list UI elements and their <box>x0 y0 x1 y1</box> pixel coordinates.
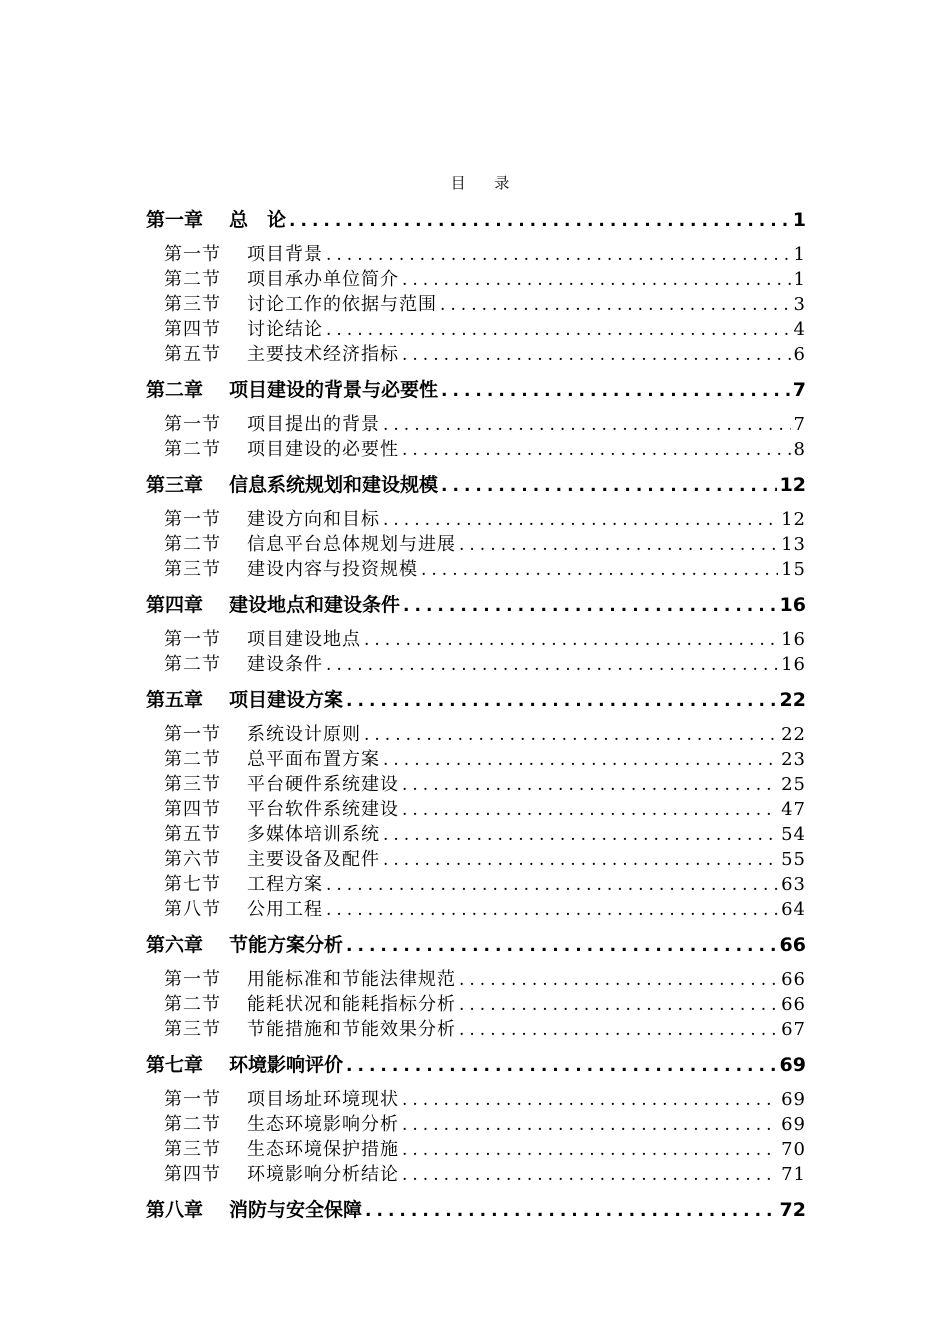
section-title: 信息平台总体规划与进展 <box>247 534 456 555</box>
dot-leader <box>403 594 777 617</box>
dot-leader <box>440 293 791 317</box>
page-number: 66 <box>781 969 806 990</box>
dot-leader <box>459 968 778 992</box>
page-number: 12 <box>781 509 806 530</box>
section-title: 环境影响分析结论 <box>247 1164 399 1185</box>
page-number: 1 <box>792 209 806 231</box>
page-number: 71 <box>781 1164 806 1185</box>
section-number: 第六节 <box>164 849 221 870</box>
page-number: 54 <box>781 824 806 845</box>
table-of-contents <box>146 172 806 1222</box>
page-number: 8 <box>793 439 806 460</box>
chapter-number: 第八章 <box>146 1199 204 1221</box>
page-number: 69 <box>781 1089 806 1110</box>
toc-section-entry[interactable] <box>146 847 806 872</box>
dot-leader <box>441 379 790 402</box>
section-title: 讨论结论 <box>247 319 323 340</box>
dot-leader <box>402 1088 778 1112</box>
section-number: 第一节 <box>164 1089 221 1110</box>
page-number: 1 <box>793 269 806 290</box>
page-number: 12 <box>779 474 806 496</box>
dot-leader <box>383 413 791 437</box>
toc-title: 目 录 <box>450 174 522 192</box>
dot-leader <box>441 474 777 497</box>
toc-section-entry[interactable] <box>146 267 806 292</box>
section-title: 平台硬件系统建设 <box>247 774 399 795</box>
section-number: 第三节 <box>164 1139 221 1160</box>
section-title: 项目背景 <box>247 244 323 265</box>
toc-section-entry[interactable] <box>146 967 806 992</box>
page-number: 3 <box>793 294 806 315</box>
section-title: 讨论工作的依据与范围 <box>247 294 437 315</box>
page-number: 22 <box>781 724 806 745</box>
section-number: 第三节 <box>164 559 221 580</box>
toc-section-entry[interactable] <box>146 872 806 897</box>
section-number: 第一节 <box>164 969 221 990</box>
page-number: 1 <box>793 244 806 265</box>
chapter-number: 第七章 <box>146 1054 204 1076</box>
page-number: 69 <box>779 1054 806 1076</box>
toc-section-entry[interactable] <box>146 342 806 367</box>
page-number: 15 <box>781 559 806 580</box>
chapter-number: 第一章 <box>146 209 204 231</box>
page-number: 7 <box>793 414 806 435</box>
toc-section-entry[interactable] <box>146 1112 806 1137</box>
section-title: 平台软件系统建设 <box>247 799 399 820</box>
section-number: 第三节 <box>164 294 221 315</box>
chapter-number: 第六章 <box>146 934 204 956</box>
dot-leader <box>421 558 778 582</box>
dot-leader <box>402 798 778 822</box>
section-number: 第五节 <box>164 344 221 365</box>
chapter-title: 信息系统规划和建设规模 <box>229 474 439 496</box>
dot-leader <box>364 628 778 652</box>
page-number: 55 <box>781 849 806 870</box>
section-title: 项目承办单位简介 <box>247 269 399 290</box>
section-number: 第一节 <box>164 244 221 265</box>
dot-leader <box>383 508 778 532</box>
page-number: 72 <box>779 1199 806 1221</box>
toc-section-entry[interactable] <box>146 532 806 557</box>
section-number: 第八节 <box>164 899 221 920</box>
section-title: 项目提出的背景 <box>247 414 380 435</box>
section-title: 主要设备及配件 <box>247 849 380 870</box>
section-title: 多媒体培训系统 <box>247 824 380 845</box>
page-number: 6 <box>793 344 806 365</box>
dot-leader <box>346 1054 777 1077</box>
section-number: 第七节 <box>164 874 221 895</box>
chapter-title: 项目建设方案 <box>229 689 344 711</box>
section-number: 第二节 <box>164 749 221 770</box>
section-number: 第二节 <box>164 1114 221 1135</box>
chapter-number: 第四章 <box>146 594 204 616</box>
page-number: 47 <box>781 799 806 820</box>
toc-chapter-entry[interactable] <box>146 933 806 957</box>
page-number: 23 <box>781 749 806 770</box>
section-title: 项目建设地点 <box>247 629 361 650</box>
toc-section-entry[interactable] <box>146 412 806 437</box>
dot-leader <box>383 848 778 872</box>
page-number: 22 <box>779 689 806 711</box>
section-title: 建设内容与投资规模 <box>247 559 418 580</box>
page-number: 67 <box>781 1019 806 1040</box>
section-title: 能耗状况和能耗指标分析 <box>247 994 456 1015</box>
chapter-number: 第二章 <box>146 379 204 401</box>
section-title: 项目场址环境现状 <box>247 1089 399 1110</box>
section-number: 第二节 <box>164 994 221 1015</box>
toc-section-entry[interactable] <box>146 317 806 342</box>
section-number: 第四节 <box>164 799 221 820</box>
chapter-number: 第三章 <box>146 474 204 496</box>
dot-leader <box>402 1113 778 1137</box>
section-number: 第二节 <box>164 439 221 460</box>
section-number: 第二节 <box>164 654 221 675</box>
section-title: 项目建设的必要性 <box>247 439 399 460</box>
toc-section-entry[interactable] <box>146 797 806 822</box>
page-number: 7 <box>792 379 806 401</box>
section-number: 第五节 <box>164 824 221 845</box>
toc-section-entry[interactable] <box>146 507 806 532</box>
dot-leader <box>346 689 777 712</box>
dot-leader <box>402 1163 778 1187</box>
toc-section-entry[interactable] <box>146 437 806 462</box>
dot-leader <box>383 823 778 847</box>
page-number: 64 <box>781 899 806 920</box>
section-title: 生态环境影响分析 <box>247 1114 399 1135</box>
toc-entries <box>146 208 806 1222</box>
dot-leader <box>326 898 778 922</box>
toc-section-entry[interactable] <box>146 1137 806 1162</box>
toc-section-entry[interactable] <box>146 557 806 582</box>
page-number: 66 <box>781 994 806 1015</box>
section-title: 系统设计原则 <box>247 724 361 745</box>
section-number: 第二节 <box>164 534 221 555</box>
toc-chapter-entry[interactable] <box>146 1053 806 1077</box>
chapter-title: 消防与安全保障 <box>229 1199 363 1221</box>
chapter-title: 项目建设的背景与必要性 <box>229 379 439 401</box>
section-title: 生态环境保护措施 <box>247 1139 399 1160</box>
toc-section-entry[interactable] <box>146 1087 806 1112</box>
chapter-number: 第五章 <box>146 689 204 711</box>
section-number: 第一节 <box>164 509 221 530</box>
page-number: 16 <box>779 594 806 616</box>
toc-section-entry[interactable] <box>146 1017 806 1042</box>
section-number: 第一节 <box>164 414 221 435</box>
toc-section-entry[interactable] <box>146 627 806 652</box>
toc-section-entry[interactable] <box>146 897 806 922</box>
page-number: 13 <box>781 534 806 555</box>
toc-section-entry[interactable] <box>146 292 806 317</box>
section-title: 节能措施和节能效果分析 <box>247 1019 456 1040</box>
dot-leader <box>383 748 778 772</box>
toc-chapter-entry[interactable] <box>146 1198 806 1222</box>
toc-chapter-entry[interactable] <box>146 593 806 617</box>
page-number: 4 <box>793 319 806 340</box>
section-title: 建设方向和目标 <box>247 509 380 530</box>
page-number: 69 <box>781 1114 806 1135</box>
section-number: 第二节 <box>164 269 221 290</box>
toc-section-entry[interactable] <box>146 992 806 1017</box>
section-title: 用能标准和节能法律规范 <box>247 969 456 990</box>
dot-leader <box>346 934 777 957</box>
toc-section-entry[interactable] <box>146 242 806 267</box>
toc-chapter-entry[interactable] <box>146 378 806 402</box>
toc-chapter-entry[interactable] <box>146 208 806 232</box>
page-number: 63 <box>781 874 806 895</box>
page-number: 25 <box>781 774 806 795</box>
toc-section-entry[interactable] <box>146 652 806 677</box>
page-number: 70 <box>781 1139 806 1160</box>
section-number: 第三节 <box>164 774 221 795</box>
toc-section-entry[interactable] <box>146 1162 806 1187</box>
chapter-title: 环境影响评价 <box>229 1054 344 1076</box>
section-number: 第四节 <box>164 319 221 340</box>
section-number: 第三节 <box>164 1019 221 1040</box>
toc-section-entry[interactable] <box>146 722 806 747</box>
dot-leader <box>402 773 778 797</box>
toc-section-entry[interactable] <box>146 747 806 772</box>
dot-leader <box>326 873 778 897</box>
section-title: 建设条件 <box>247 654 323 675</box>
dot-leader <box>402 438 791 462</box>
section-number: 第一节 <box>164 724 221 745</box>
dot-leader <box>365 1199 777 1222</box>
dot-leader <box>364 723 778 747</box>
chapter-title: 总 论 <box>229 209 287 231</box>
section-title: 总平面布置方案 <box>247 749 380 770</box>
toc-section-entry[interactable] <box>146 822 806 847</box>
dot-leader <box>326 243 791 267</box>
section-title: 工程方案 <box>247 874 323 895</box>
section-number: 第四节 <box>164 1164 221 1185</box>
dot-leader <box>402 268 791 292</box>
dot-leader <box>326 653 778 677</box>
dot-leader <box>289 209 790 232</box>
dot-leader <box>402 343 791 367</box>
dot-leader <box>326 318 791 342</box>
chapter-title: 建设地点和建设条件 <box>229 594 401 616</box>
page-number: 66 <box>779 934 806 956</box>
section-number: 第一节 <box>164 629 221 650</box>
dot-leader <box>459 1018 778 1042</box>
toc-chapter-entry[interactable] <box>146 688 806 712</box>
toc-section-entry[interactable] <box>146 772 806 797</box>
chapter-title: 节能方案分析 <box>229 934 344 956</box>
dot-leader <box>402 1138 778 1162</box>
page-number: 16 <box>781 654 806 675</box>
section-title: 公用工程 <box>247 899 323 920</box>
page-number: 16 <box>781 629 806 650</box>
toc-chapter-entry[interactable] <box>146 473 806 497</box>
dot-leader <box>459 533 778 557</box>
dot-leader <box>459 993 778 1017</box>
section-title: 主要技术经济指标 <box>247 344 399 365</box>
